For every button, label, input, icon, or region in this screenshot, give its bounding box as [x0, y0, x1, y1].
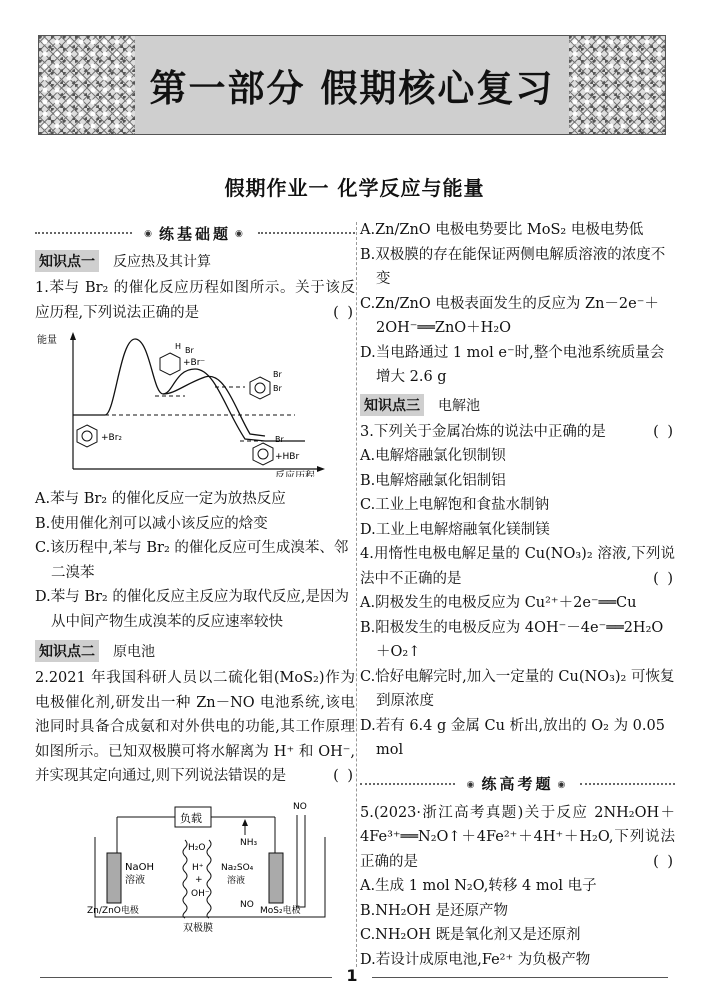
decorative-pattern-left [39, 36, 135, 134]
energy-diagram-svg [35, 329, 335, 477]
q1-option-a: A.苯与 Br₂ 的催化反应一定为放热反应 [35, 491, 286, 507]
answer-blank[interactable]: ( ) [653, 570, 675, 587]
svg-text:NO: NO [293, 801, 307, 812]
q5-option-d: D.若设计成原电池,Fe²⁺ 为负极产物 [360, 951, 591, 968]
energy-diagram [35, 329, 355, 477]
svg-text:Br: Br [273, 384, 282, 393]
kp-tag: 知识点二 [35, 640, 99, 662]
svg-text:H: H [175, 342, 182, 351]
section-label: ◉ 练高考题 ◉ [455, 773, 581, 794]
x-axis-label: 反应历程 [275, 471, 315, 477]
q3-option-a: A.电解熔融氯化钡制钡 [360, 448, 506, 464]
question-2 [35, 666, 355, 789]
banner-title: 第一部分 假期核心复习 [149, 67, 555, 110]
left-column [35, 220, 355, 945]
question-stem: 5.(2023·浙江高考真题)关于反应 2NH₂OH＋4Fe³⁺══N₂O↑＋4Fe²⁺＋4H⁺＋H₂O,下列说法正确的是 ( ) [360, 801, 675, 875]
q3-option-b: B.电解熔融氯化铝制铝 [360, 472, 506, 489]
answer-blank[interactable]: ( ) [333, 304, 355, 321]
q2-option-b: B.双极膜的存在能保证两侧电解质溶液的浓度不变 [360, 246, 666, 287]
battery-diagram-svg [35, 795, 355, 935]
banner-center [135, 36, 569, 134]
reactant-label: +Br₂ [101, 433, 123, 443]
answer-blank[interactable]: ( ) [653, 423, 675, 440]
svg-text:OH⁻: OH⁻ [191, 888, 210, 899]
section-header-basic [35, 220, 355, 246]
knowledge-point-2 [35, 640, 355, 662]
knowledge-point-1 [35, 250, 355, 272]
kp-tag: 知识点一 [35, 250, 99, 272]
q5-option-b: B.NH₂OH 是还原产物 [360, 902, 509, 919]
svg-text:H⁺: H⁺ [192, 862, 204, 873]
product-label: +HBr [275, 452, 300, 462]
question-stem: 1.苯与 Br₂ 的催化反应历程如图所示。关于该反应历程,下列说法正确的是 ( ) [35, 276, 355, 325]
page-number: 1 [346, 966, 358, 985]
svg-text:双极膜: 双极膜 [183, 922, 213, 934]
svg-text:MoS₂电极: MoS₂电极 [260, 905, 301, 916]
load-label: 负载 [180, 811, 202, 825]
svg-text:+: + [195, 874, 203, 885]
svg-text:溶液: 溶液 [227, 875, 246, 886]
q2-option-c: C.Zn/ZnO 电极表面发生的反应为 Zn－2e⁻＋2OH⁻══ZnO＋H₂O [360, 295, 659, 336]
q1-option-b: B.使用催化剂可以减小该反应的焓变 [35, 515, 268, 532]
q3-option-c: C.工业上电解饱和食盐水制钠 [360, 497, 550, 513]
q5-option-a: A.生成 1 mol N₂O,转移 4 mol 电子 [360, 878, 597, 894]
q1-option-d: D.苯与 Br₂ 的催化反应主反应为取代反应,是因为从中间产物生成溴苯的反应速率较快 [35, 589, 349, 630]
q1-option-c: C.该历程中,苯与 Br₂ 的催化反应可生成溴苯、邻二溴苯 [35, 540, 349, 581]
battery-diagram [35, 795, 355, 935]
question-5 [360, 801, 675, 875]
section-label: ◉ 练基础题 ◉ [132, 223, 258, 244]
svg-text:NO: NO [240, 899, 254, 910]
svg-text:Br: Br [273, 370, 282, 379]
question-stem: 2.2021 年我国科研人员以二硫化钼(MoS₂)作为电极催化剂,研发出一种 Zn－NO 电池系统,该电池同时具备合成氨和对外供电的功能,其工作原理如图所示。已知双极膜可将水解离为 H⁺ 和 OH⁻,并实现其定向通过,则下列说法错误的是 ( ) [35, 666, 355, 789]
kp-name: 电解池 [438, 397, 480, 414]
svg-text:NaOH: NaOH [125, 861, 154, 873]
kp-name: 反应热及其计算 [113, 254, 211, 270]
q2-option-d: D.当电路通过 1 mol e⁻时,整个电池系统质量会增大 2.6 g [360, 344, 665, 385]
question-4 [360, 542, 675, 591]
q3-option-d: D.工业上电解熔融氧化镁制镁 [360, 521, 550, 538]
y-axis-label: 能量 [37, 335, 57, 346]
column-divider [356, 222, 357, 967]
svg-text:Br: Br [185, 346, 194, 355]
q4-option-d: D.若有 6.4 g 金属 Cu 析出,放出的 O₂ 为 0.05 mol [360, 717, 665, 758]
question-3 [360, 420, 675, 445]
svg-text:溶液: 溶液 [125, 874, 145, 886]
intermediate-label: +Br⁻ [183, 358, 206, 368]
kp-name: 原电池 [113, 644, 155, 660]
svg-text:H₂O: H₂O [188, 842, 206, 853]
svg-text:Br: Br [275, 435, 284, 444]
page-footer [0, 968, 709, 986]
header-banner [38, 35, 666, 135]
right-column [360, 218, 675, 972]
knowledge-point-3 [360, 394, 675, 416]
q4-option-b: B.阳极发生的电极反应为 4OH⁻－4e⁻══2H₂O＋O₂↑ [360, 619, 664, 660]
decorative-pattern-right [569, 36, 665, 134]
q5-option-c: C.NH₂OH 既是氧化剂又是还原剂 [360, 927, 581, 943]
svg-text:Na₂SO₄: Na₂SO₄ [221, 862, 254, 873]
q4-option-a: A.阴极发生的电极反应为 Cu²⁺＋2e⁻══Cu [360, 595, 637, 611]
question-stem: 4.用惰性电极电解足量的 Cu(NO₃)₂ 溶液,下列说法中不正确的是 ( ) [360, 542, 675, 591]
kp-tag: 知识点三 [360, 394, 424, 416]
svg-text:NH₃: NH₃ [240, 837, 258, 848]
answer-blank[interactable]: ( ) [333, 768, 355, 784]
svg-text:Zn/ZnO电极: Zn/ZnO电极 [87, 905, 139, 916]
answer-blank[interactable]: ( ) [653, 853, 675, 870]
question-1 [35, 276, 355, 325]
question-stem: 3.下列关于金属冶炼的说法中正确的是 ( ) [360, 420, 675, 445]
section-header-exam [360, 771, 675, 797]
homework-title: 假期作业一 化学反应与能量 [224, 176, 485, 200]
q4-option-c: C.恰好电解完时,加入一定量的 Cu(NO₃)₂ 可恢复到原浓度 [360, 668, 675, 709]
q2-option-a: A.Zn/ZnO 电极电势要比 MoS₂ 电极电势低 [360, 222, 644, 238]
